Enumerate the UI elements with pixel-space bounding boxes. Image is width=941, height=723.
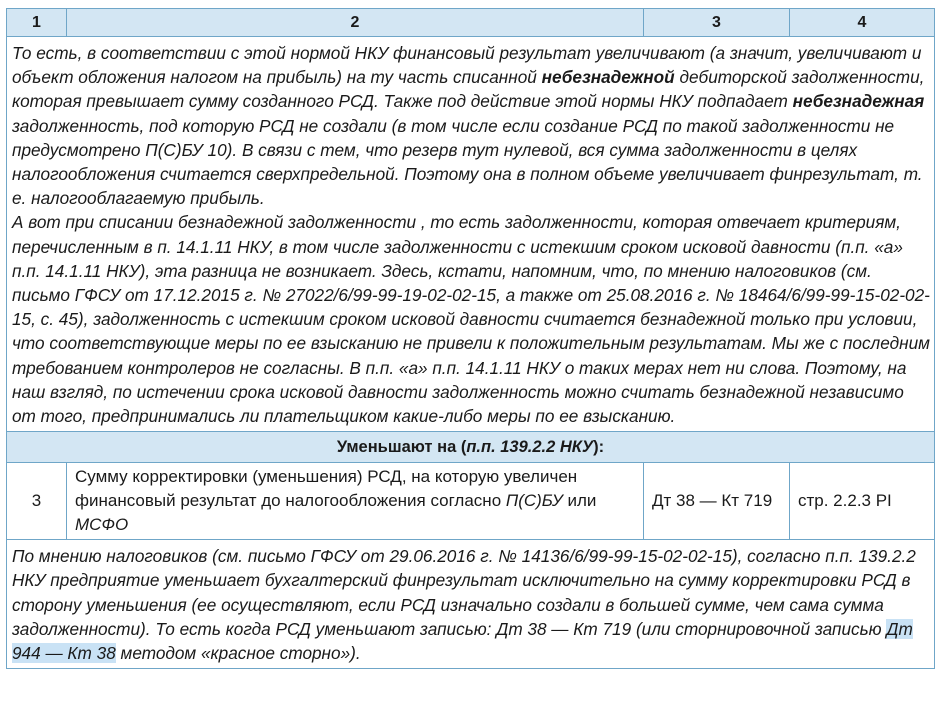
commentary-row-1 bbox=[7, 37, 935, 432]
row-declaration-reference: стр. 2.2.3 PI bbox=[790, 463, 935, 540]
column-header-3: 3 bbox=[644, 9, 790, 37]
subheader-prefix: Уменьшают на ( bbox=[336, 437, 467, 456]
commentary-cell-2 bbox=[7, 540, 935, 669]
bold-term-nonbad-1: небезнадежной bbox=[541, 67, 675, 88]
subheader-cell bbox=[7, 432, 935, 463]
paragraph1-text-a: То есть, в соответствии с этой нормой НКУ финансовый результат увеличивают (а значит, увеличивают и объект обложения налогом на прибыль) на ту часть списанной bbox=[12, 43, 922, 88]
table-row bbox=[7, 463, 935, 540]
paragraph3-text-b: методом «красное сторно»). bbox=[115, 643, 361, 664]
paragraph1-text-c: задолженность, под которую РСД не создали (в том числе если создание РСД по такой задолженности не предусмотрено П(С)БУ 10). В связи с тем, что резерв тут нулевой, вся сумма задолженности в целях налогообложения считается сверхпредельной. Поэтому она в полном объеме увеличивает финрезультат, т. е. налогооблагаемую прибыль. bbox=[12, 115, 923, 209]
commentary-paragraph-3 bbox=[12, 544, 930, 665]
row-accounting-entry: Дт 38 — Кт 719 bbox=[644, 463, 790, 540]
commentary-paragraph-2: А вот при списании безнадежной задолженности , то есть задолженности, которая отвечает критериям, перечисленным в п. 14.1.11 НКУ, в том числе задолженности с истекшим сроком исковой давности (п.п. «а» п.п. 14.1.11 НКУ), эта разница не возникает. Здесь, кстати, напомним, что, по мнению налоговиков (см. письмо ГФСУ от 17.12.2015 г. № 27022/6/99-99-19-02-02-15, а также от 25.08.2016 г. № 18464/6/99-99-15-02-02-15, с. 45), задолженность с истекшим сроком исковой давности считается безнадежной только при условии, что соответствующие меры по ее взысканию не привели к положительным результатам. Мы же с последним требованием контролеров не согласны. В п.п. «а» п.п. 14.1.11 НКУ о таких мерах нет ни слова. Поэтому, на наш взгляд, по истечении срока исковой давности задолженность можно считать безнадежной независимо от того, предпринимались ли плательщиком какие-либо меры по ее взысканию. bbox=[12, 212, 930, 427]
row-description-standard-1: П(С)БУ bbox=[505, 491, 563, 511]
paragraph1-text-b: дебиторской задолженности, которая превышает сумму созданного РСД. Также под действие этой нормы НКУ подпадает bbox=[12, 67, 925, 112]
commentary-paragraph-1 bbox=[12, 41, 930, 210]
bold-term-nonbad-2: небезнадежная bbox=[792, 91, 925, 112]
row-description-text: Сумму корректировки (уменьшения) РСД, на которую увеличен финансовый результат до налогообложения согласно bbox=[75, 467, 578, 511]
column-header-2: 2 bbox=[67, 9, 644, 37]
column-header-4: 4 bbox=[790, 9, 935, 37]
commentary-cell-1 bbox=[7, 37, 935, 432]
row-description-joiner: или bbox=[562, 491, 597, 511]
subheader-ref: п.п. 139.2.2 НКУ bbox=[466, 437, 594, 456]
paragraph3-text-a: По мнению налоговиков (см. письмо ГФСУ от 29.06.2016 г. № 14136/6/99-99-15-02-02-15), согласно п.п. 139.2.2 НКУ предприятие уменьшает бухгалтерский финрезультат исключительно на сумму корректировки РСД в сторону уменьшения (ее осуществляют, если РСД изначально создали в большей сумме, чем сама сумма задолженности). То есть когда РСД уменьшают записью: Дт 38 — Кт 719 (или сторнировочной записью bbox=[12, 546, 916, 639]
column-header-1: 1 bbox=[7, 9, 67, 37]
subheader-suffix: ): bbox=[593, 437, 605, 456]
subheader-row bbox=[7, 432, 935, 463]
column-header-row bbox=[7, 9, 935, 37]
commentary-row-2 bbox=[7, 540, 935, 669]
row-description-standard-2: МСФО bbox=[75, 515, 129, 535]
tax-reference-table bbox=[6, 8, 935, 669]
highlighted-entry: Дт 944 — Кт 38 bbox=[12, 618, 913, 664]
row-description bbox=[67, 463, 644, 540]
row-number: 3 bbox=[7, 463, 67, 540]
